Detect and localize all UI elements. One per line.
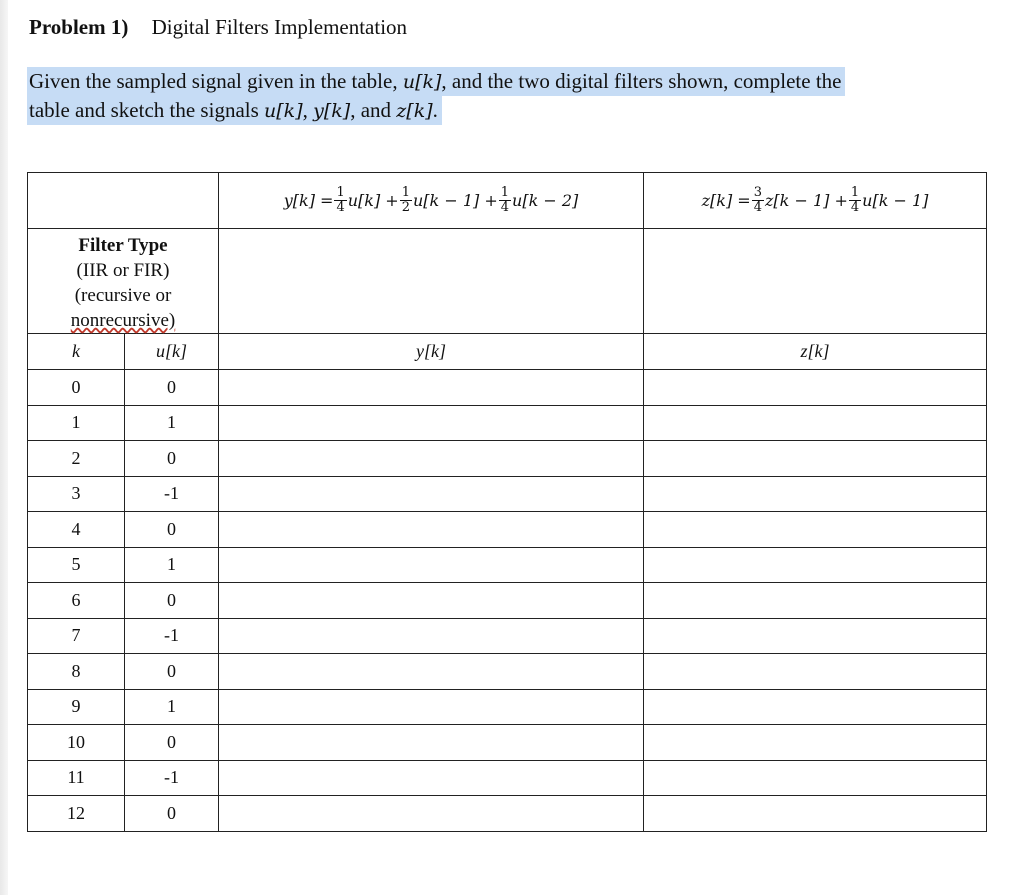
table-row [28,405,987,441]
table-row [28,760,987,796]
y-answer-cell[interactable] [219,796,644,832]
table-row [28,512,987,548]
k-value: 12 [28,796,125,832]
y-answer-cell[interactable] [219,512,644,548]
z-answer-cell[interactable] [644,760,987,796]
y-answer-cell[interactable] [219,441,644,477]
blank-header-cell[interactable] [28,173,219,229]
spellcheck-word: nonrecursive) [70,310,176,331]
y-answer-cell[interactable] [219,760,644,796]
z-answer-cell[interactable] [644,583,987,619]
u-value: 0 [125,654,219,690]
k-value: 5 [28,547,125,583]
z-answer-cell[interactable] [644,654,987,690]
u-value: 0 [125,370,219,406]
table-row [28,370,987,406]
u-column-header: u[k] [125,334,219,370]
u-value: -1 [125,760,219,796]
k-value: 6 [28,583,125,619]
statement-line-2[interactable]: table and sketch the signals u[k], y[k], and z[k]. [27,96,442,125]
z-answer-cell[interactable] [644,405,987,441]
problem-number: Problem 1) [29,15,129,39]
k-value: 8 [28,654,125,690]
statement-line-1[interactable]: Given the sampled signal given in the table, u[k], and the two digital filters shown, complete the [27,67,845,96]
u-value: 1 [125,689,219,725]
k-value: 2 [28,441,125,477]
k-value: 10 [28,725,125,761]
table-row [28,547,987,583]
z-filter-equation: z[k] = $\frac{3}{4}$ z[k − 1] + $\frac{1}{4}$ u[k − 1] [644,173,987,229]
problem-heading [29,15,407,40]
y-answer-cell[interactable] [219,689,644,725]
y-answer-cell[interactable] [219,618,644,654]
u-value: 1 [125,405,219,441]
k-column-header: k [28,334,125,370]
k-value: 9 [28,689,125,725]
fraction: $\frac{1}{4}$ [336,185,345,215]
u-value: 0 [125,583,219,619]
z-answer-cell[interactable] [644,618,987,654]
y-answer-cell[interactable] [219,405,644,441]
z-answer-cell[interactable] [644,725,987,761]
filter-table [27,172,987,832]
table-row [28,796,987,832]
u-value: 1 [125,547,219,583]
z-answer-cell[interactable] [644,476,987,512]
table-row [28,441,987,477]
column-header-row [28,334,987,370]
y-answer-cell[interactable] [219,547,644,583]
k-value: 4 [28,512,125,548]
u-value: 0 [125,512,219,548]
z-answer-cell[interactable] [644,370,987,406]
fraction: $\frac{1}{4}$ [500,185,510,215]
z-filter-type-answer[interactable] [644,229,987,334]
fraction: $\frac{3}{4}$ [753,185,762,215]
fraction: $\frac{1}{4}$ [850,185,860,215]
fraction: $\frac{1}{2}$ [401,185,410,215]
y-answer-cell[interactable] [219,583,644,619]
u-value: 0 [125,725,219,761]
z-answer-cell[interactable] [644,547,987,583]
problem-title: Digital Filters Implementation [151,15,408,39]
u-value: 0 [125,441,219,477]
y-answer-cell[interactable] [219,654,644,690]
problem-statement[interactable] [27,67,845,125]
equation-row [28,173,987,229]
table-row [28,618,987,654]
y-answer-cell[interactable] [219,476,644,512]
u-signal: u[k] [402,71,442,93]
u-value: 0 [125,796,219,832]
z-answer-cell[interactable] [644,689,987,725]
table-row [28,583,987,619]
filter-type-row [28,229,987,334]
k-value: 11 [28,760,125,796]
table-row [28,689,987,725]
filter-type-label: Filter Type (IIR or FIR) (recursive or nonrecursive) [28,229,219,334]
k-value: 1 [28,405,125,441]
y-answer-cell[interactable] [219,370,644,406]
table-row [28,654,987,690]
z-answer-cell[interactable] [644,441,987,477]
y-filter-equation: y[k] = $\frac{1}{4}$ u[k] + $\frac{1}{2}$ u[k − 1] + $\frac{1}{4}$ u[k − 2] [219,173,644,229]
table-row [28,476,987,512]
u-value: -1 [125,618,219,654]
z-answer-cell[interactable] [644,512,987,548]
z-answer-cell[interactable] [644,796,987,832]
y-filter-type-answer[interactable] [219,229,644,334]
k-value: 0 [28,370,125,406]
u-value: -1 [125,476,219,512]
k-value: 3 [28,476,125,512]
z-column-header: z[k] [644,334,987,370]
page-edge-shadow [0,0,8,895]
y-column-header: y[k] [219,334,644,370]
k-value: 7 [28,618,125,654]
table-row [28,725,987,761]
y-answer-cell[interactable] [219,725,644,761]
